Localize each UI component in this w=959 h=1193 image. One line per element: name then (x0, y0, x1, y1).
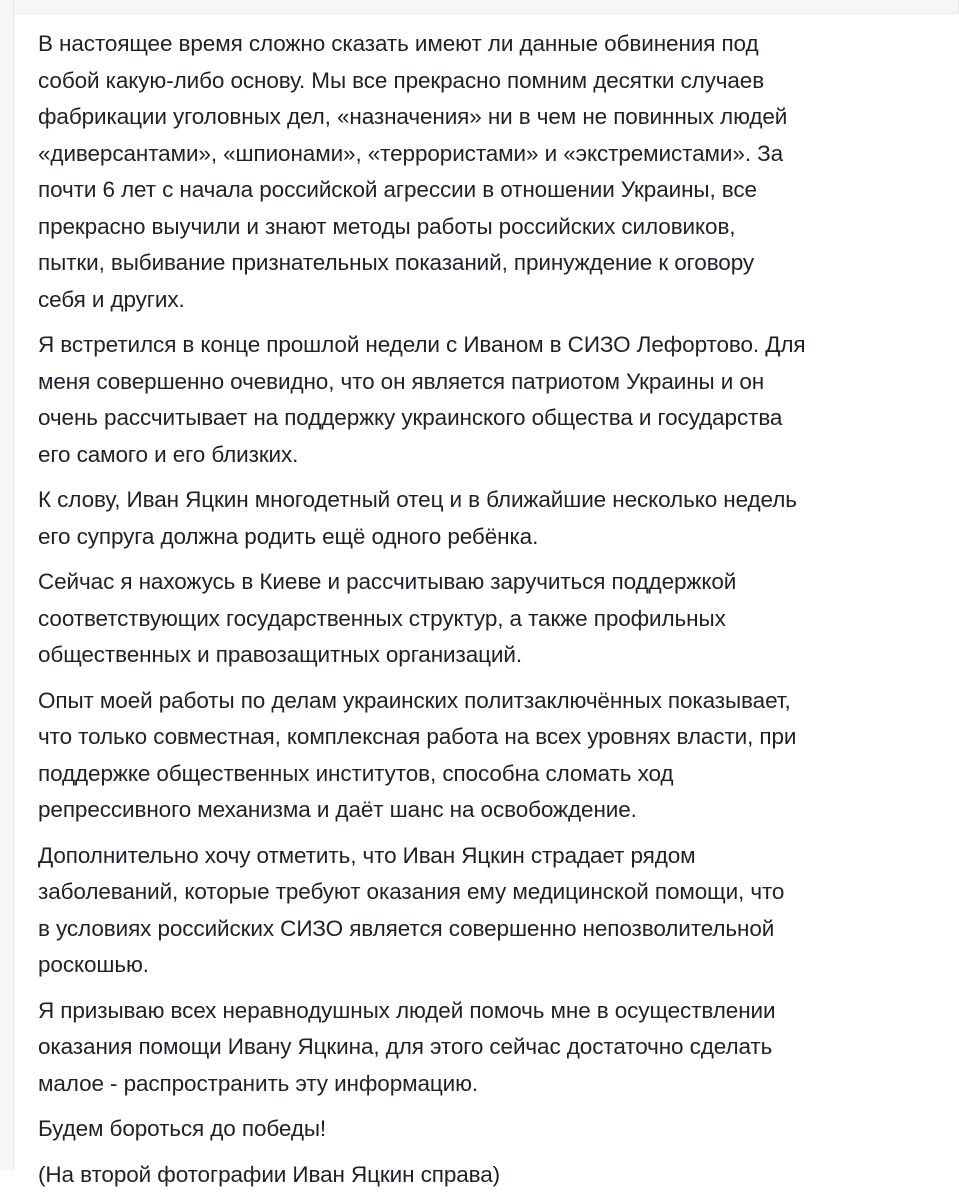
post-paragraph-1: В настоящее время сложно сказать имеют ли данные обвинения под собой какую-либо основу. Мы все прекрасно помним десятки случаев фабрикации уголовных дел, «назначения» ни в чем не повинных людей «диверсантами», «шпионами», «террористами» и «экстремистами». За почти 6 лет с начала российской агрессии в отношении Украины, все прекрасно выучили и знают методы работы российских силовиков, пытки, выбивание признательных показаний, принуждение к оговору себя и других. (38, 26, 928, 318)
top-edge (14, 0, 959, 14)
post-paragraph-9: (На второй фотографии Иван Яцкин справа) (38, 1157, 928, 1193)
post-paragraph-7: Я призываю всех неравнодушных людей помочь мне в осуществлении оказания помощи Ивану Яцкина, для этого сейчас достаточно сделать малое - распространить эту информацию. (38, 993, 928, 1103)
post-paragraph-5: Опыт моей работы по делам украинских политзаключённых показывает, что только совместная, комплексная работа на всех уровнях власти, при поддержке общественных институтов, способна сломать ход репрессивного механизма и даёт шанс на освобождение. (38, 683, 928, 829)
post-text (38, 26, 928, 1193)
post-paragraph-8: Будем бороться до победы! (38, 1111, 928, 1148)
left-gutter (0, 0, 14, 1170)
post-paragraph-4: Сейчас я нахожусь в Киеве и рассчитываю заручиться поддержкой соответствующих государственных структур, а также профильных общественных и правозащитных организаций. (38, 564, 928, 674)
post-paragraph-6: Дополнительно хочу отметить, что Иван Яцкин страдает рядом заболеваний, которые требуют оказания ему медицинской помощи, что в условиях российских СИЗО является совершенно непозволительной роскошью. (38, 838, 928, 984)
post-paragraph-3: К слову, Иван Яцкин многодетный отец и в ближайшие несколько недель его супруга должна родить ещё одного ребёнка. (38, 482, 928, 555)
post-paragraph-2: Я встретился в конце прошлой недели с Иваном в СИЗО Лефортово. Для меня совершенно очевидно, что он является патриотом Украины и он очень рассчитывает на поддержку украинского общества и государства его самого и его близких. (38, 327, 928, 473)
